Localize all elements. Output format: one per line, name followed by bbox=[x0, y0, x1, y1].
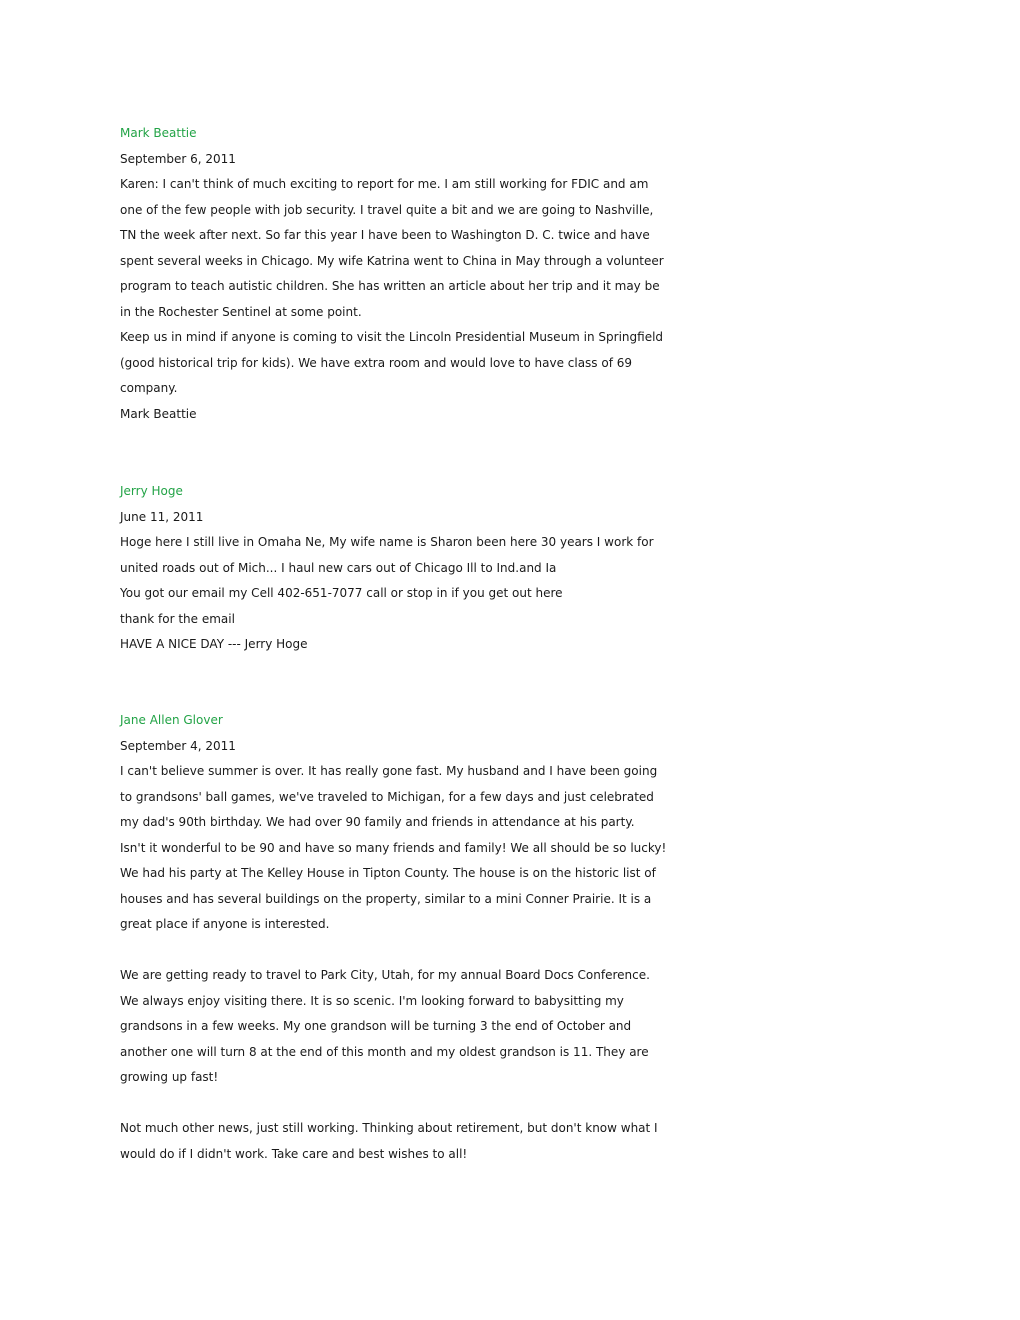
entry-mark-beattie bbox=[120, 121, 920, 427]
entry-text-line: I can't believe summer is over. It has really gone fast. My husband and I have been going bbox=[120, 764, 658, 778]
entry-text-line: Keep us in mind if anyone is coming to visit the Lincoln Presidential Museum in Springfield bbox=[120, 330, 664, 344]
entry-author-name: Jerry Hoge bbox=[120, 484, 183, 498]
entry-text-line: Not much other news, just still working. Thinking about retirement, but don't know what I bbox=[120, 1121, 658, 1135]
entry-text-line: growing up fast! bbox=[120, 1070, 219, 1084]
entry-text-line: We always enjoy visiting there. It is so scenic. I'm looking forward to babysitting my bbox=[120, 993, 624, 1008]
entry-text-line: Hoge here I still live in Omaha Ne, My wife name is Sharon been here 30 years I work for bbox=[120, 535, 654, 549]
entry-text-line: spent several weeks in Chicago. My wife Katrina went to China in May through a volunteer bbox=[120, 253, 664, 268]
entry-text-line: would do if I didn't work. Take care and best wishes to all! bbox=[120, 1146, 468, 1161]
entry-text-line: Karen: I can't think of much exciting to report for me. I am still working for FDIC and am bbox=[120, 177, 649, 191]
entry-text-line: in the Rochester Sentinel at some point. bbox=[120, 304, 362, 319]
entry-text-line: another one will turn 8 at the end of this month and my oldest grandson is 11. They are bbox=[120, 1044, 649, 1059]
entry-text-line: TN the week after next. So far this year I have been to Washington D. C. twice and have bbox=[120, 228, 650, 242]
paragraph-break bbox=[120, 938, 920, 964]
entry-text-line: We are getting ready to travel to Park City, Utah, for my annual Board Docs Conference. bbox=[120, 968, 650, 982]
entry-date: June 11, 2011 bbox=[120, 509, 204, 524]
entry-author-name: Mark Beattie bbox=[120, 126, 197, 140]
entry-text-line: to grandsons' ball games, we've traveled to Michigan, for a few days and just celebrated bbox=[120, 789, 654, 804]
entry-text-line: HAVE A NICE DAY --- Jerry Hoge bbox=[120, 637, 308, 651]
entry-author-name: Jane Allen Glover bbox=[120, 713, 223, 727]
entry-text-line: houses and has several buildings on the property, similar to a mini Conner Prairie. It is a bbox=[120, 891, 652, 906]
entry-text-line: thank for the email bbox=[120, 611, 235, 626]
entry-text-line: great place if anyone is interested. bbox=[120, 917, 330, 931]
entry-text-line: We had his party at The Kelley House in Tipton County. The house is on the historic list of bbox=[120, 866, 656, 880]
entry-text-line: my dad's 90th birthday. We had over 90 family and friends in attendance at his party. bbox=[120, 815, 635, 829]
entry-text-line: grandsons in a few weeks. My one grandson will be turning 3 the end of October and bbox=[120, 1019, 632, 1033]
paragraph-break bbox=[120, 1091, 920, 1117]
entry-signature: Mark Beattie bbox=[120, 406, 197, 421]
entry-text-line: united roads out of Mich... I haul new cars out of Chicago Ill to Ind.and Ia bbox=[120, 560, 557, 575]
entry-text-line: Isn't it wonderful to be 90 and have so many friends and family! We all should be so lucky! bbox=[120, 840, 667, 855]
entry-text-line: (good historical trip for kids). We have extra room and would love to have class of 69 bbox=[120, 355, 633, 370]
entry-jane-allen-glover bbox=[120, 708, 920, 1167]
entry-date: September 4, 2011 bbox=[120, 738, 236, 753]
entry-text-line: company. bbox=[120, 381, 178, 395]
entry-date: September 6, 2011 bbox=[120, 151, 236, 166]
entry-text-line: program to teach autistic children. She has written an article about her trip and it may be bbox=[120, 279, 660, 293]
entry-jerry-hoge bbox=[120, 479, 920, 658]
entry-text-line: one of the few people with job security. I travel quite a bit and we are going to Nashville, bbox=[120, 202, 654, 217]
entry-text-line: You got our email my Cell 402-651-7077 call or stop in if you get out here bbox=[120, 586, 563, 600]
